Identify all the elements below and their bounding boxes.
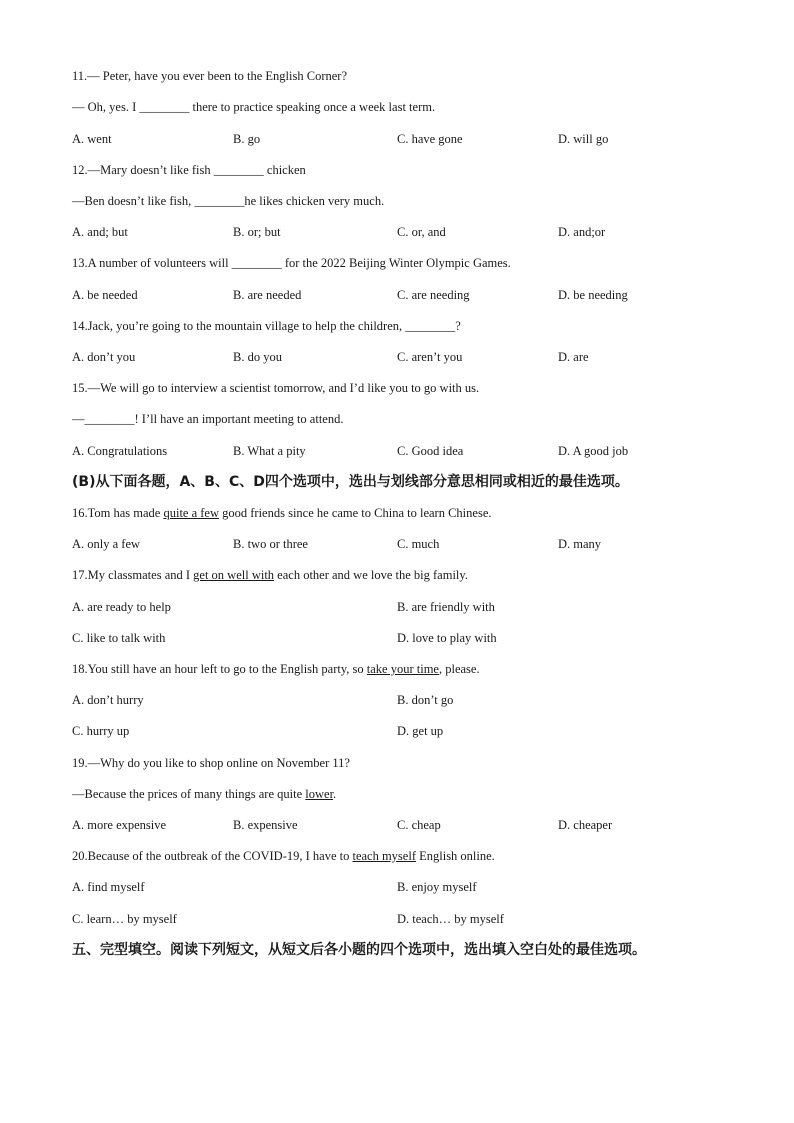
q19-underlined-word: lower bbox=[305, 787, 334, 801]
q11-line2: — Oh, yes. I ________ there to practice speaking once a week last term. bbox=[72, 100, 436, 114]
q18-option-c[interactable]: C. hurry up bbox=[72, 724, 130, 738]
q16-option-c[interactable]: C. much bbox=[397, 537, 440, 551]
q13-option-d[interactable]: D. be needing bbox=[558, 288, 628, 302]
q20-option-b[interactable]: B. enjoy myself bbox=[397, 880, 477, 894]
q20-stem bbox=[72, 848, 495, 864]
q11-option-b[interactable]: B. go bbox=[233, 132, 261, 146]
q12-option-a[interactable]: A. and; but bbox=[72, 225, 128, 239]
q17-stem bbox=[72, 567, 468, 583]
q15-option-b[interactable]: B. What a pity bbox=[233, 444, 306, 458]
q12-line2: —Ben doesn’t like fish, ________he likes chicken very much. bbox=[72, 194, 385, 208]
q19-line2-pre: —Because the prices of many things are quite bbox=[72, 787, 306, 801]
q20-stem-post: English online. bbox=[415, 849, 495, 863]
q16-option-b[interactable]: B. two or three bbox=[233, 537, 308, 551]
q16-option-a[interactable]: A. only a few bbox=[72, 537, 141, 551]
q11-option-c[interactable]: C. have gone bbox=[397, 132, 463, 146]
q15-option-a[interactable]: A. Congratulations bbox=[72, 444, 168, 458]
q19-line2 bbox=[72, 786, 336, 802]
q18-stem-pre: 18.You still have an hour left to go to the English party, so bbox=[72, 662, 367, 676]
q11-option-d[interactable]: D. will go bbox=[558, 132, 609, 146]
q15-option-c[interactable]: C. Good idea bbox=[397, 444, 464, 458]
q16-stem-post: good friends since he came to China to learn Chinese. bbox=[219, 506, 492, 520]
section-5-heading: 五、完型填空。阅读下列短文，从短文后各小题的四个选项中，选出填入空白处的最佳选项。 bbox=[72, 942, 646, 958]
q13-option-c[interactable]: C. are needing bbox=[397, 288, 470, 302]
q20-option-d[interactable]: D. teach… by myself bbox=[397, 912, 504, 926]
section-b-heading: (B)从下面各题，A、B、C、D四个选项中，选出与划线部分意思相同或相近的最佳选项。 bbox=[72, 474, 629, 490]
q19-option-d[interactable]: D. cheaper bbox=[558, 818, 613, 832]
q19-option-c[interactable]: C. cheap bbox=[397, 818, 441, 832]
q20-option-a[interactable]: A. find myself bbox=[72, 880, 145, 894]
q18-option-b[interactable]: B. don’t go bbox=[397, 693, 454, 707]
q12-option-d[interactable]: D. and;or bbox=[558, 225, 606, 239]
q16-stem bbox=[72, 505, 492, 521]
q12-option-b[interactable]: B. or; but bbox=[233, 225, 281, 239]
q18-stem-post: , please. bbox=[438, 662, 480, 676]
q17-option-b[interactable]: B. are friendly with bbox=[397, 600, 495, 614]
q14-stem: 14.Jack, you’re going to the mountain village to help the children, ________? bbox=[72, 319, 461, 333]
q13-option-a[interactable]: A. be needed bbox=[72, 288, 138, 302]
q20-underlined-phrase: teach myself bbox=[352, 849, 416, 863]
q15-line2: —________! I’ll have an important meeting to attend. bbox=[72, 412, 344, 426]
q18-stem bbox=[72, 661, 480, 677]
q17-option-d[interactable]: D. love to play with bbox=[397, 631, 497, 645]
q11-stem: 11.— Peter, have you ever been to the English Corner? bbox=[72, 69, 347, 83]
q15-stem: 15.—We will go to interview a scientist tomorrow, and I’d like you to go with us. bbox=[72, 381, 480, 395]
q12-option-c[interactable]: C. or, and bbox=[397, 225, 446, 239]
q19-stem: 19.—Why do you like to shop online on November 11? bbox=[72, 756, 350, 770]
q15-option-d[interactable]: D. A good job bbox=[558, 444, 629, 458]
q18-underlined-phrase: take your time bbox=[366, 662, 439, 676]
q14-option-c[interactable]: C. aren’t you bbox=[397, 350, 463, 364]
q17-option-a[interactable]: A. are ready to help bbox=[72, 600, 171, 614]
q16-option-d[interactable]: D. many bbox=[558, 537, 602, 551]
q20-stem-pre: 20.Because of the outbreak of the COVID-19, I have to bbox=[72, 849, 353, 863]
q19-line2-post: . bbox=[333, 787, 337, 801]
q19-option-b[interactable]: B. expensive bbox=[233, 818, 298, 832]
q12-stem: 12.—Mary doesn’t like fish ________ chicken bbox=[72, 163, 306, 177]
q19-option-a[interactable]: A. more expensive bbox=[72, 818, 167, 832]
q11-option-a[interactable]: A. went bbox=[72, 132, 112, 146]
q17-option-c[interactable]: C. like to talk with bbox=[72, 631, 166, 645]
q17-stem-pre: 17.My classmates and I bbox=[72, 568, 194, 582]
q14-option-a[interactable]: A. don’t you bbox=[72, 350, 136, 364]
q20-option-c[interactable]: C. learn… by myself bbox=[72, 912, 177, 926]
q16-stem-pre: 16.Tom has made bbox=[72, 506, 164, 520]
q17-underlined-phrase: get on well with bbox=[193, 568, 275, 582]
q16-underlined-phrase: quite a few bbox=[163, 506, 219, 520]
q14-option-b[interactable]: B. do you bbox=[233, 350, 282, 364]
q13-option-b[interactable]: B. are needed bbox=[233, 288, 302, 302]
q13-stem: 13.A number of volunteers will ________ for the 2022 Beijing Winter Olympic Games. bbox=[72, 256, 511, 270]
q17-stem-post: each other and we love the big family. bbox=[274, 568, 468, 582]
q18-option-d[interactable]: D. get up bbox=[397, 724, 444, 738]
q18-option-a[interactable]: A. don’t hurry bbox=[72, 693, 144, 707]
q14-option-d[interactable]: D. are bbox=[558, 350, 589, 364]
